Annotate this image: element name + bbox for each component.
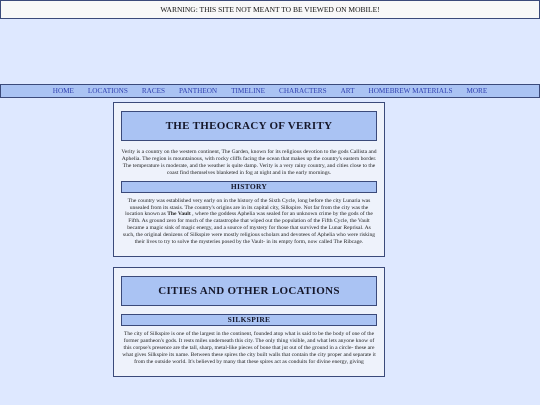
nav-item-art[interactable]: ART — [340, 87, 355, 95]
history-text-start: The country was established very early on in the history of the Sixth Cycle, long before the city Lunaria was unsealed from its stasis. The country's origins are in its capital city, Silkspire. Not far from the city was the location known as — [125, 197, 371, 218]
intro-paragraph: Verity is a country on the western continent, The Garden, known for its religious devotion to the gods Callista and Aphelia. The region is mountainous, with rocky cliffs facing the ocean that makes up the country's eastern border. The temperature is moderate, and the weather is quite damp. Verity is a very rainy country, and cities close to the coast find themselves blanketed in fog at night and in the early mornings. — [121, 149, 377, 176]
nav-item-homebrew-materials[interactable]: HOMEBREW MATERIALS — [368, 87, 453, 95]
page-title-box — [121, 111, 377, 141]
history-heading-box — [121, 181, 377, 193]
mobile-warning-banner — [0, 0, 540, 19]
page-title: THE THEOCRACY OF VERITY — [165, 120, 333, 132]
silkspire-heading: SILKSPIRE — [227, 315, 271, 325]
nav-item-characters[interactable]: CHARACTERS — [279, 87, 327, 95]
nav-item-more[interactable]: MORE — [466, 87, 488, 95]
history-heading: HISTORY — [230, 182, 268, 192]
cities-title: CITIES AND OTHER LOCATIONS — [158, 284, 340, 297]
main-nav — [0, 84, 540, 98]
nav-item-home[interactable]: HOME — [52, 87, 74, 95]
vault-link: The Vault — [167, 211, 191, 218]
nav-item-races[interactable]: RACES — [141, 87, 166, 95]
cities-panel — [113, 267, 385, 377]
history-paragraph — [121, 198, 377, 246]
nav-item-timeline[interactable]: TIMELINE — [231, 87, 266, 95]
theocracy-panel — [113, 102, 385, 257]
cities-title-box — [121, 276, 377, 306]
mobile-warning-text: WARNING: THIS SITE NOT MEANT TO BE VIEWED ON MOBILE! — [160, 5, 380, 14]
silkspire-heading-box — [121, 314, 377, 326]
main-content — [113, 102, 385, 387]
silkspire-paragraph: The city of Silkspire is one of the largest in the continent, founded atop what is said to be the body of one of the former pantheon's gods. It rests miles underneath this city. The only thing visible, and what lets anyone know of this corpse's presence are the tall, sharp, metal-like pieces of bone that jut out of the ground in a circle- these are what gives Silkspire its name. Between these spires the city built walls that contain the city proper and separate it from the outside world. It's believed by many that these spires act as conduits for divine energy, giving — [122, 330, 376, 365]
history-text-end: , where the goddess Aphelia was sealed for an unknown crime by the gods of the Fifth. As ground zero for much of the catastrophe that wiped out the population of the Fifth Cycle, the Vault became a magic sink of magic energy, and a source of mystery for those that survived the Lunar Reprisal. As such, the original denizens of Silkspire were mostly religious scholars and devotees of Aphelia who were risking their lives to try to solve the mysteries posed by the Vault- in its empty form, now called The Ribcage. — [122, 211, 376, 246]
nav-item-locations[interactable]: LOCATIONS — [87, 87, 128, 95]
nav-item-pantheon[interactable]: PANTHEON — [179, 87, 218, 95]
